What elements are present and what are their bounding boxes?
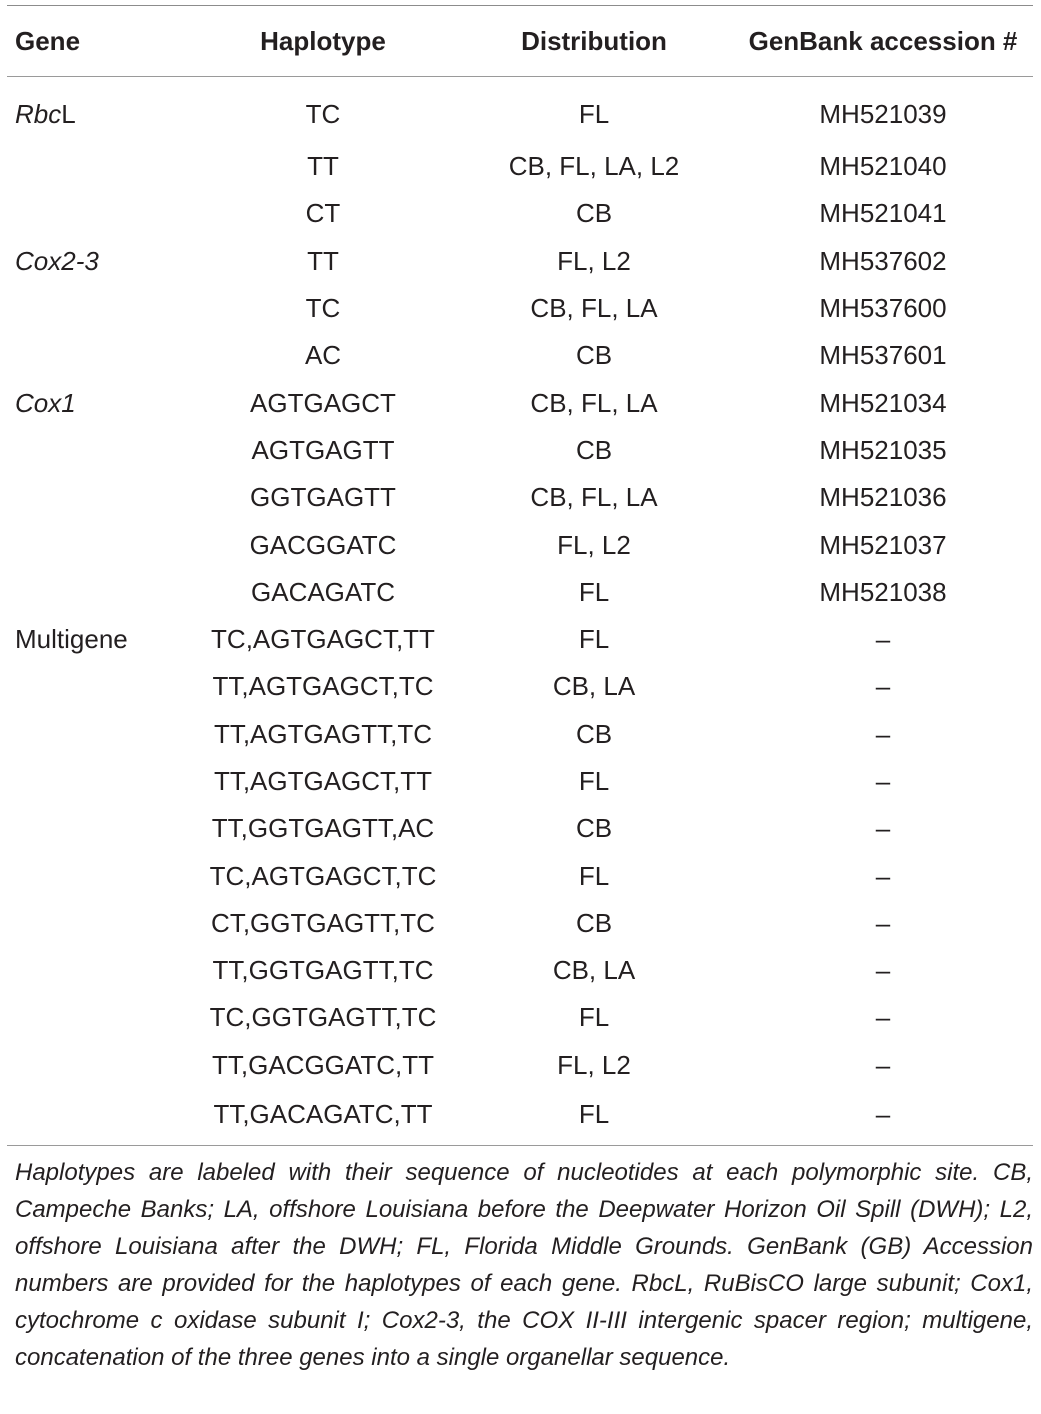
cell-accession: MH521036	[819, 482, 947, 513]
cell-gene: Cox2-3	[15, 245, 99, 276]
cell-distribution: CB	[575, 907, 613, 938]
table-row	[7, 332, 1041, 379]
cell-gene	[7, 663, 183, 710]
cell-gene	[7, 758, 183, 805]
table-row	[7, 852, 1041, 899]
cell-accession: –	[875, 860, 891, 891]
table-row	[7, 427, 1041, 474]
cell-gene	[7, 143, 183, 190]
cell-gene	[7, 994, 183, 1041]
cell-gene	[7, 569, 183, 616]
table-row	[7, 711, 1041, 758]
table-row	[7, 521, 1041, 568]
cell-haplotype: TT,GACGGATC,TT	[212, 1049, 434, 1080]
cell-distribution: FL	[578, 766, 610, 796]
cell-distribution: CB, LA	[552, 671, 636, 702]
cell-gene	[7, 1089, 183, 1145]
cell-gene	[7, 852, 183, 899]
cell-haplotype: CT	[305, 198, 341, 229]
table-row	[7, 616, 1041, 663]
cell-haplotype: TC,GGTGAGTT,TC	[209, 1002, 437, 1033]
gene-name-suffix: L	[61, 98, 76, 129]
cell-haplotype: AGTGAGCT	[250, 387, 396, 418]
cell-distribution: FL, L2	[557, 1049, 631, 1080]
cell-accession: MH521037	[819, 529, 947, 560]
header-accession: GenBank accession #	[748, 25, 1018, 56]
cell-haplotype: TT	[307, 151, 339, 182]
cell-distribution: FL	[578, 1002, 610, 1033]
haplotype-table-body	[7, 77, 1041, 1145]
cell-distribution: FL	[578, 624, 610, 655]
cell-accession: –	[875, 813, 891, 844]
cell-accession: –	[875, 718, 891, 749]
cell-accession: MH521041	[819, 198, 947, 229]
cell-haplotype: TC	[305, 293, 341, 324]
cell-distribution: CB	[575, 813, 613, 844]
cell-distribution: FL, L2	[557, 245, 631, 276]
table-row	[7, 900, 1041, 947]
table-body	[7, 77, 1041, 1145]
cell-accession: –	[875, 624, 891, 655]
cell-gene	[7, 947, 183, 994]
table-row	[7, 758, 1041, 805]
bottom-rule	[7, 1145, 1033, 1146]
cell-haplotype: TT,AGTGAGCT,TT	[213, 766, 433, 796]
cell-accession: MH521035	[819, 434, 947, 465]
cell-distribution: FL	[578, 576, 610, 607]
cell-gene	[7, 900, 183, 947]
cell-gene	[7, 332, 183, 379]
cell-accession: –	[875, 955, 891, 986]
table-row	[7, 1089, 1041, 1145]
cell-haplotype: AGTGAGTT	[251, 434, 395, 465]
cell-distribution: CB	[575, 718, 613, 749]
cell-haplotype: TT,GGTGAGTT,AC	[211, 813, 435, 844]
cell-distribution: CB	[575, 340, 613, 371]
table-row	[7, 285, 1041, 332]
cell-distribution: FL	[578, 1099, 610, 1130]
header-gene: Gene	[15, 25, 81, 56]
table-row	[7, 379, 1041, 426]
cell-accession: –	[875, 766, 891, 796]
cell-haplotype: AC	[304, 340, 342, 371]
cell-accession: –	[875, 907, 891, 938]
gene-name-italic-part: Rbc	[15, 98, 62, 129]
cell-haplotype: GGTGAGTT	[250, 482, 396, 513]
cell-haplotype: TT	[307, 245, 339, 276]
cell-gene	[7, 805, 183, 852]
cell-gene	[7, 427, 183, 474]
cell-accession: –	[875, 1002, 891, 1033]
cell-distribution: FL	[578, 98, 610, 129]
table-row	[7, 190, 1041, 237]
cell-gene	[7, 77, 183, 143]
cell-haplotype: GACAGATC	[251, 576, 395, 607]
table-row	[7, 143, 1041, 190]
cell-distribution: CB, FL, LA	[530, 482, 658, 513]
haplotype-table-container	[7, 5, 1033, 1376]
cell-gene	[7, 711, 183, 758]
cell-gene	[7, 1042, 183, 1089]
table-row	[7, 238, 1041, 285]
cell-accession: MH537601	[819, 340, 947, 371]
table-row	[7, 994, 1041, 1041]
cell-accession: MH521040	[819, 151, 947, 182]
cell-distribution: CB, FL, LA, L2	[508, 151, 680, 182]
header-distribution: Distribution	[521, 25, 667, 56]
cell-accession: MH537600	[819, 293, 947, 324]
cell-haplotype: TT,GGTGAGTT,TC	[212, 955, 434, 986]
cell-distribution: CB, LA	[552, 955, 636, 986]
cell-haplotype: CT,GGTGAGTT,TC	[211, 907, 435, 938]
cell-accession: –	[875, 1099, 891, 1130]
table-row	[7, 947, 1041, 994]
cell-haplotype: TT,AGTGAGCT,TC	[212, 671, 434, 702]
cell-gene: Cox1	[15, 387, 76, 418]
cell-gene	[7, 285, 183, 332]
cell-accession: MH521039	[819, 98, 947, 129]
cell-haplotype: TT,GACAGATC,TT	[213, 1099, 433, 1130]
cell-gene	[7, 190, 183, 237]
cell-distribution: CB	[575, 434, 613, 465]
table-row	[7, 1042, 1041, 1089]
cell-accession: –	[875, 1049, 891, 1080]
cell-distribution: FL	[578, 860, 610, 891]
cell-distribution: FL, L2	[557, 529, 631, 560]
table-row	[7, 77, 1041, 143]
table-caption: Haplotypes are labeled with their sequence of nucleotides at each polymorphic site. CB, Campeche Banks; LA, offshore Louisiana before the Deepwater Horizon Oil Spill (DWH); L2, offshore Louisiana after the DWH; FL, Florida Middle Grounds. GenBank (GB) Accession numbers are provided for the haplotypes of each gene. RbcL, RuBisCO large subunit; Cox1, cytochrome c oxidase subunit I; Cox2-3, the COX II-III intergenic spacer region; multigene, concatenation of the three genes into a single organellar sequence.	[15, 1158, 1033, 1371]
cell-haplotype: GACGGATC	[249, 529, 397, 560]
cell-haplotype: TC,AGTGAGCT,TC	[209, 860, 437, 891]
header-haplotype: Haplotype	[260, 25, 386, 56]
table-row	[7, 569, 1041, 616]
cell-gene: Multigene	[15, 624, 128, 655]
cell-gene	[7, 521, 183, 568]
table-row	[7, 805, 1041, 852]
cell-distribution: CB, FL, LA	[530, 293, 658, 324]
cell-haplotype: TC,AGTGAGCT,TT	[211, 624, 435, 655]
cell-haplotype: TC	[305, 98, 341, 129]
haplotype-table	[7, 6, 1041, 76]
cell-accession: –	[875, 671, 891, 702]
cell-accession: MH521038	[819, 576, 947, 607]
cell-accession: MH521034	[819, 387, 947, 418]
cell-gene	[7, 474, 183, 521]
table-row	[7, 474, 1041, 521]
cell-distribution: CB	[575, 198, 613, 229]
cell-accession: MH537602	[819, 245, 947, 276]
cell-distribution: CB, FL, LA	[530, 387, 658, 418]
header-row	[7, 6, 1041, 76]
table-row	[7, 663, 1041, 710]
cell-haplotype: TT,AGTGAGTT,TC	[213, 718, 433, 749]
